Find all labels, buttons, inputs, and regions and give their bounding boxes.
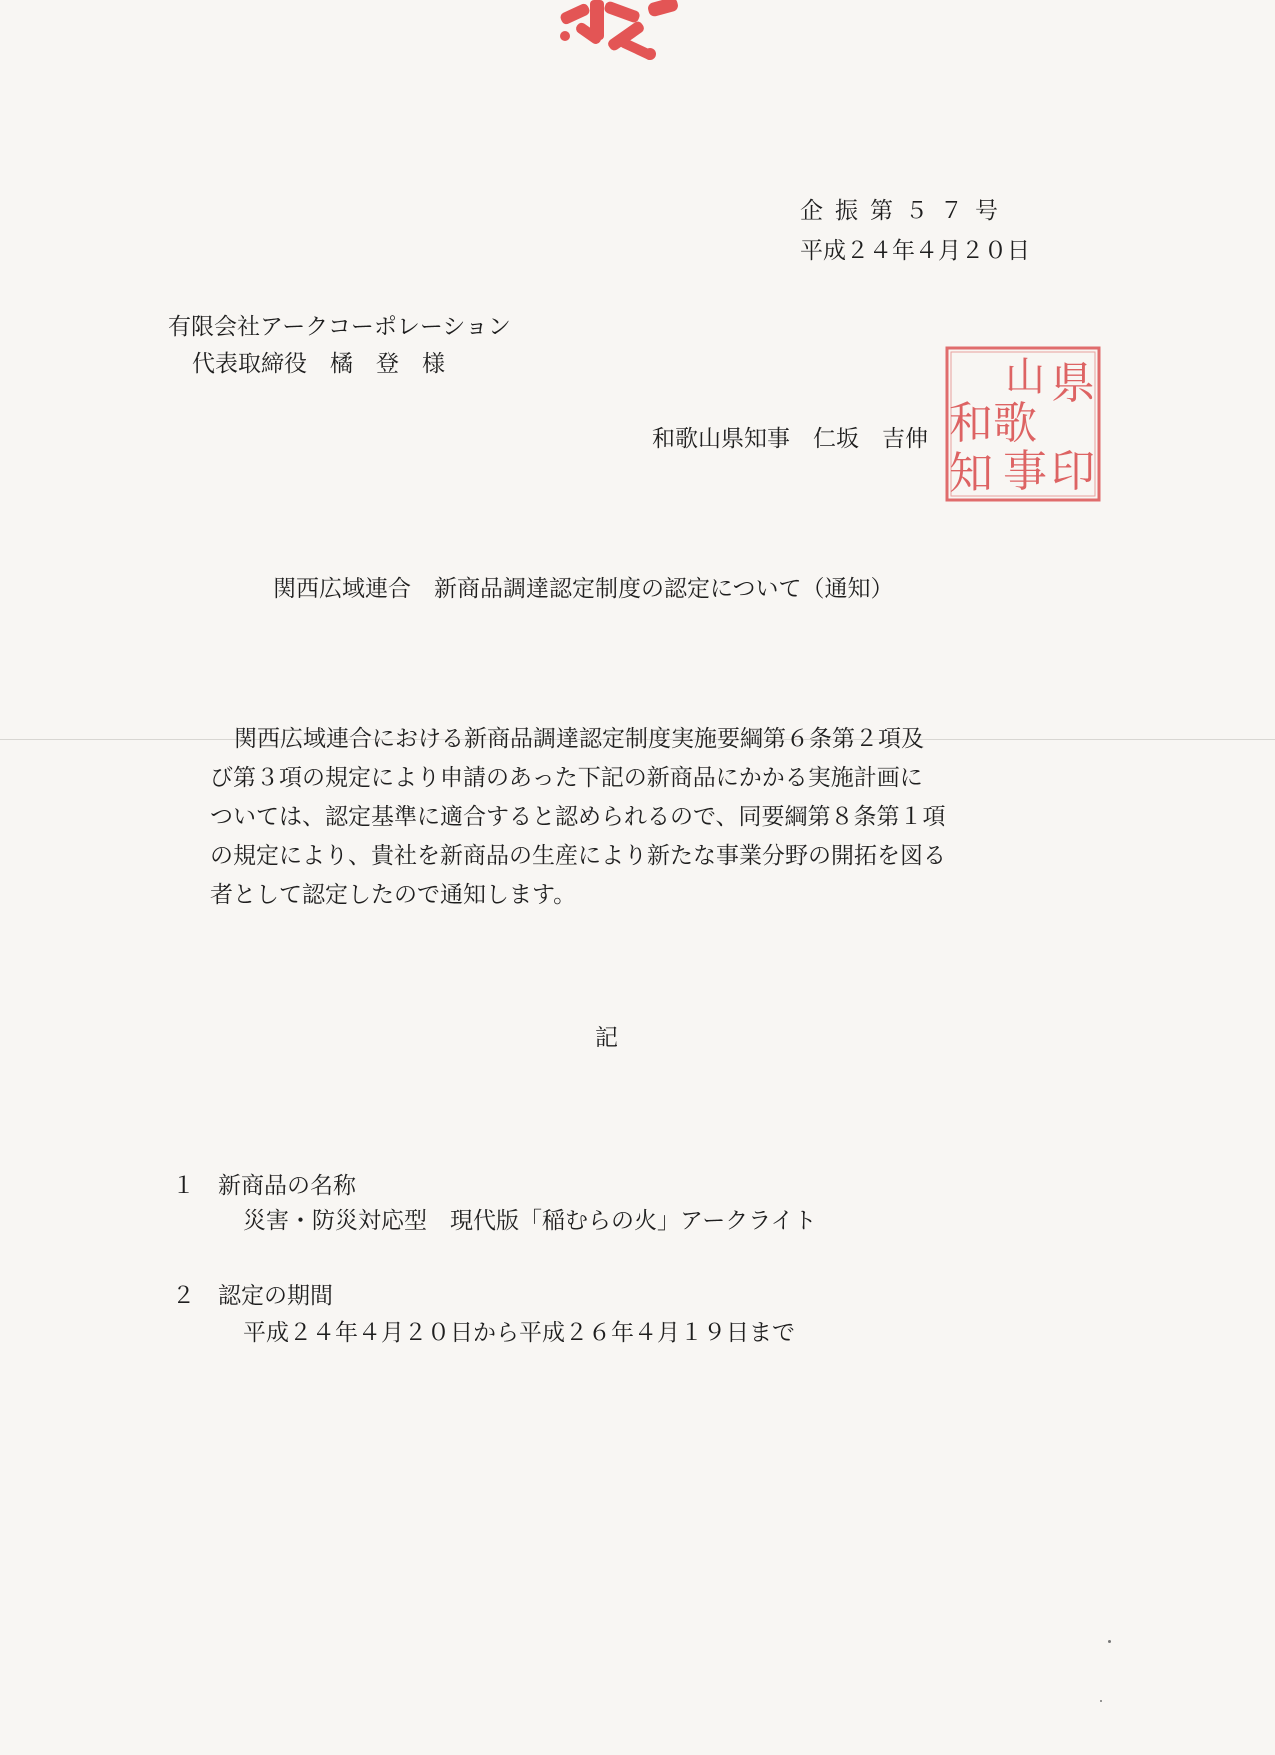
recipient-company: 有限会社アークコーポレーション xyxy=(168,314,511,340)
item-1-heading: 新商品の名称 xyxy=(218,1173,356,1199)
item-2-heading: 認定の期間 xyxy=(218,1283,333,1309)
seal-char-7: 知 xyxy=(949,448,993,499)
seal-char-6: 和 xyxy=(949,398,993,449)
item-2-content: 平成２４年４月２０日から平成２６年４月１９日まで xyxy=(243,1320,795,1346)
document-title: 関西広域連合 新商品調達認定制度の認定について（通知） xyxy=(273,576,894,602)
seal-char-5: 事 xyxy=(1003,446,1047,497)
item-1-number: １ xyxy=(172,1173,195,1199)
scan-speck xyxy=(1100,1700,1102,1702)
body-line-1: 関西広域連合における新商品調達認定制度実施要綱第６条第２項及 xyxy=(234,726,924,752)
top-stamp-fragment xyxy=(0,0,1275,80)
recipient-representative: 代表取締役 橘 登 様 xyxy=(192,351,445,377)
body-paragraph xyxy=(210,720,1030,915)
sender-name: 和歌山県知事 仁坂 吉伸 xyxy=(652,426,928,452)
seal-char-2: 山 xyxy=(1005,354,1045,400)
document-date: 平成２４年４月２０日 xyxy=(800,238,1030,264)
reference-number: 企振第５７号 xyxy=(800,198,1010,224)
ki-heading: 記 xyxy=(595,1025,618,1051)
seal-char-4: 歌 xyxy=(993,398,1037,449)
seal-char-3: 印 xyxy=(1051,446,1095,497)
body-line-4: の規定により、貴社を新商品の生産により新たな事業分野の開拓を図る xyxy=(210,843,946,869)
body-line-3: ついては、認定基準に適合すると認められるので、同要綱第８条第１項 xyxy=(210,804,946,830)
official-seal xyxy=(945,346,1105,506)
seal-char-1: 県 xyxy=(1051,358,1095,409)
item-2-number: ２ xyxy=(172,1283,195,1309)
scan-speck xyxy=(1108,1640,1111,1643)
item-1-content: 災害・防災対応型 現代版「稲むらの火」アークライト xyxy=(243,1208,817,1234)
body-line-5: 者として認定したので通知します。 xyxy=(210,882,577,908)
body-line-2: び第３項の規定により申請のあった下記の新商品にかかる実施計画に xyxy=(210,765,923,791)
